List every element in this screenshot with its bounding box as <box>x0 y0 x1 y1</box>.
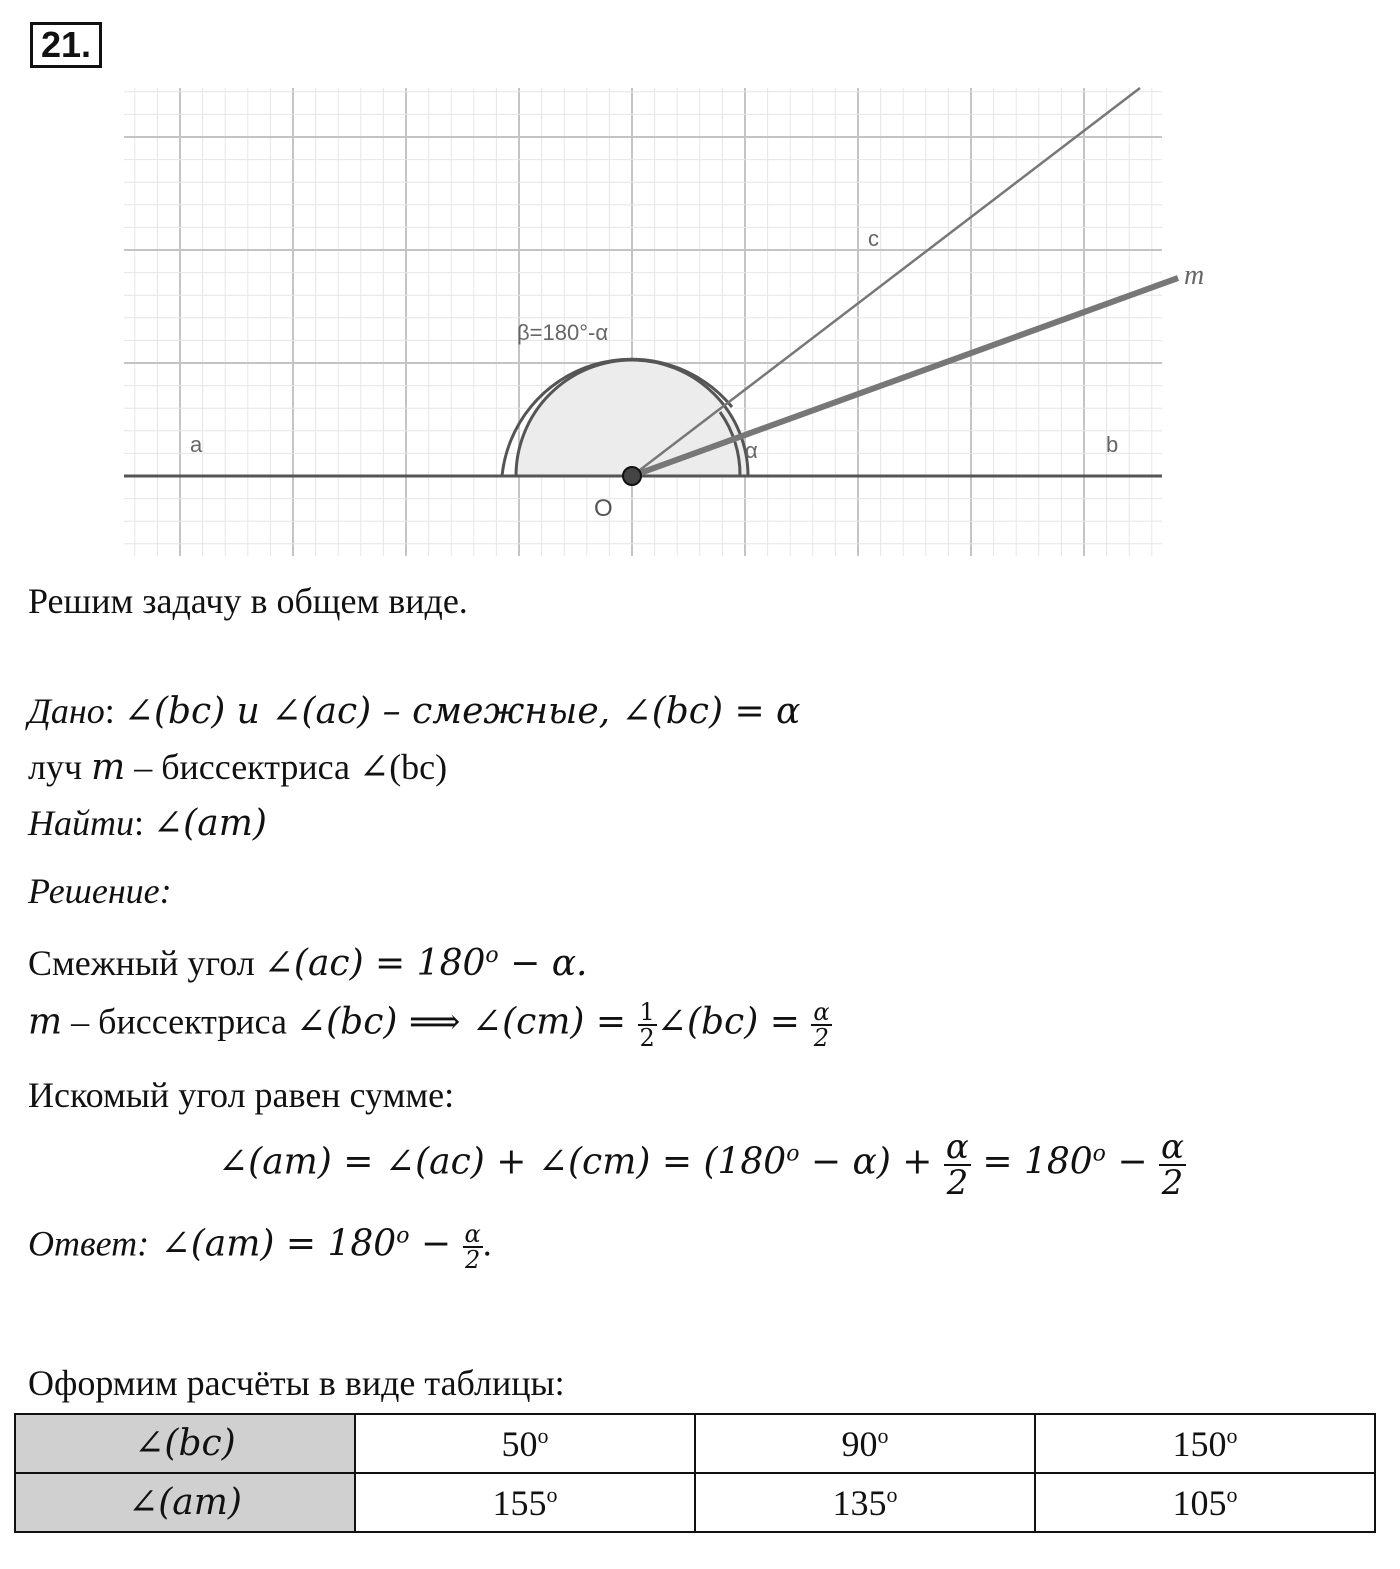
step2-text: – биссектриса <box>62 1001 296 1042</box>
table-cell: 90$^o$ <box>695 1414 1035 1473</box>
given-label: Дано <box>28 691 105 731</box>
step2-expr: ∠(bc) ⟹ ∠(cm) = <box>295 1001 638 1043</box>
step2-expr2: ∠(bc) = <box>656 1001 812 1043</box>
ray-c <box>632 88 1140 476</box>
step1 <box>28 942 587 984</box>
calc-table <box>14 1413 1376 1533</box>
table-intro: Оформим расчёты в виде таблицы: <box>28 1363 565 1403</box>
label-alpha: α <box>745 438 758 463</box>
find-line: Найти: ∠(am) <box>28 803 267 844</box>
angle-figure <box>0 0 1400 570</box>
given-line: Дано: ∠(bc) и ∠(ac) – смежные, ∠(bc) = α <box>28 691 801 732</box>
label-b: b <box>1106 432 1119 457</box>
given-line2-rest: – биссектриса ∠(bc) <box>125 747 448 787</box>
table-row <box>15 1473 1375 1532</box>
solution-heading: Решение: <box>28 871 172 911</box>
grid <box>124 88 1162 556</box>
table-cell: 155$^o$ <box>355 1473 695 1532</box>
row-head-am: ∠(am) <box>15 1473 355 1532</box>
given-text: ∠(bc) и ∠(ac) – смежные, ∠(bc) = α <box>123 691 801 732</box>
table-cell: 50$^o$ <box>355 1414 695 1473</box>
problem-number: 21. <box>30 22 102 68</box>
solution-label: Решение <box>28 871 160 911</box>
table-cell: 135$^o$ <box>695 1473 1035 1532</box>
answer-fraction: $\frac{\alpha}{2}$ <box>464 1220 481 1274</box>
main-formula: ∠(am) = ∠(ac) + ∠(cm) = $(180^o - \alpha)$ + $\frac{\alpha}{2}$ = $180^o$ − $\frac{\alpha}{2}$ <box>218 1127 1184 1203</box>
given-line2-var: m <box>91 747 126 788</box>
step1-rest: − α. <box>498 943 588 984</box>
given-line2-prefix: луч <box>28 747 92 787</box>
step2-fraction: $\frac{\alpha}{2}$ <box>813 998 830 1052</box>
label-o: O <box>594 495 613 522</box>
step1-expr: ∠(ac) = 180 <box>263 943 486 984</box>
answer-line: Ответ: ∠(am) = $180^o$ − $\frac{\alpha}{2}$ . <box>28 1220 492 1274</box>
find-text: ∠(am) <box>153 803 267 844</box>
step1-prefix: Смежный угол <box>28 943 264 983</box>
given-line-2 <box>28 746 447 788</box>
step2 <box>28 1000 832 1050</box>
answer-label: Ответ: <box>28 1223 150 1264</box>
table-cell: 105$^o$ <box>1035 1473 1375 1532</box>
table-row <box>15 1414 1375 1473</box>
label-beta: β=180°-α <box>517 320 609 345</box>
label-a: a <box>190 432 203 457</box>
intro-text: Решим задачу в общем виде. <box>28 581 468 621</box>
beta-sector <box>516 360 748 476</box>
formula-fraction-1: $\frac{\alpha}{2}$ <box>945 1127 969 1203</box>
row-head-bc: ∠(bc) <box>15 1414 355 1473</box>
table-cell: 150$^o$ <box>1035 1414 1375 1473</box>
point-o <box>623 467 641 485</box>
step3: Искомый угол равен сумме: <box>28 1075 455 1115</box>
step2-var: m <box>28 1001 63 1043</box>
label-m: m <box>1184 260 1205 291</box>
step2-half: $\frac{1}{2}$ <box>639 998 655 1052</box>
ray-m <box>632 278 1178 476</box>
find-label: Найти <box>28 803 134 843</box>
step1-sup: o <box>485 943 499 968</box>
label-c: c <box>868 226 879 251</box>
formula-fraction-2: $\frac{\alpha}{2}$ <box>1160 1127 1184 1203</box>
